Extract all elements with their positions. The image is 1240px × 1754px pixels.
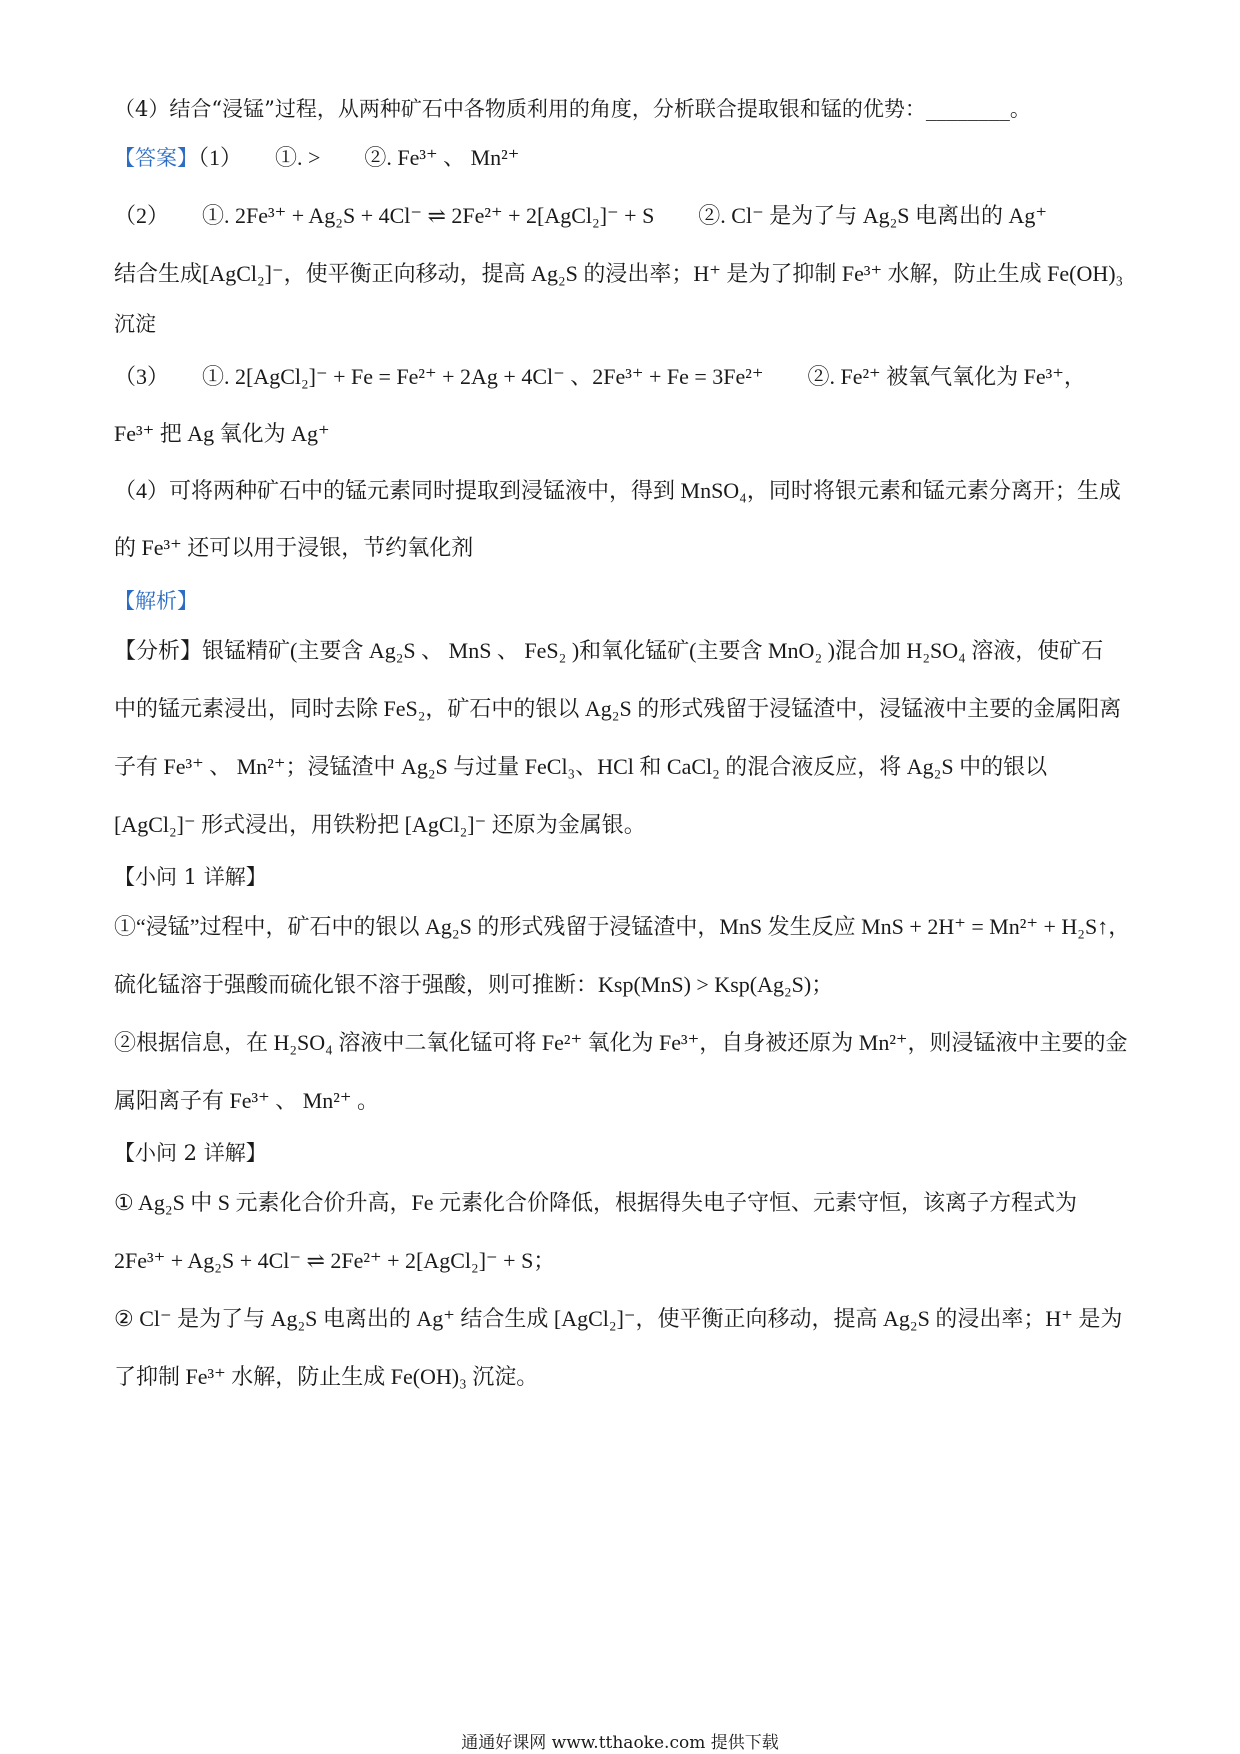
answer-2-line-2: 结合生成[AgCl₂]⁻，使平衡正向移动，提高 Ag₂S 的浸出率；H⁺ 是为了抑制 Fe³⁺ 水解，防止生成 Fe(OH)₃ bbox=[114, 261, 1124, 286]
fenxi-tag: 【分析】 bbox=[114, 638, 203, 663]
answer-1-row bbox=[114, 143, 1140, 173]
sub2-line-2: 2Fe³⁺ + Ag₂S + 4Cl⁻ ⇌ 2Fe²⁺ + 2[AgCl₂]⁻ + S； bbox=[114, 1248, 556, 1273]
analysis-tag: 【解析】 bbox=[114, 589, 198, 613]
sub-question-1-tag: 【小问 1 详解】 bbox=[114, 865, 267, 889]
answer-1: （1） ①. > ②. Fe³⁺ 、 Mn²⁺ bbox=[198, 145, 520, 170]
sub1-line-2: 硫化锰溶于强酸而硫化银不溶于强酸，则可推断：Ksp(MnS) > Ksp(Ag₂S)； bbox=[114, 972, 834, 997]
sub1-line-3: ②根据信息，在 H₂SO₄ 溶液中二氧化锰可将 Fe²⁺ 氧化为 Fe³⁺，自身被还原为 Mn²⁺，则浸锰液中主要的金 bbox=[114, 1030, 1128, 1055]
answer-tag: 【答案】 bbox=[114, 146, 198, 170]
footer-watermark: 通通好课网 www.tthaoke.com 提供下载 bbox=[461, 1733, 779, 1753]
answer-4-line-2: 的 Fe³⁺ 还可以用于浸银，节约氧化剂 bbox=[114, 535, 474, 560]
analysis-line-3: 子有 Fe³⁺ 、 Mn²⁺；浸锰渣中 Ag₂S 与过量 FeCl₃、HCl 和 CaCl₂ 的混合液反应，将 Ag₂S 中的银以 bbox=[114, 754, 1048, 779]
answer-3-line-1: （3） ①. 2[AgCl₂]⁻ + Fe = Fe²⁺ + 2Ag + 4Cl⁻ 、2Fe³⁺ + Fe = 3Fe²⁺ ②. Fe²⁺ 被氧气氧化为 Fe³⁺， bbox=[114, 364, 1086, 389]
sub2-line-4: 了抑制 Fe³⁺ 水解，防止生成 Fe(OH)₃ 沉淀。 bbox=[114, 1364, 539, 1389]
answer-2-line-3: 沉淀 bbox=[114, 312, 156, 336]
answer-4-line-1: （4）可将两种矿石中的锰元素同时提取到浸锰液中，得到 MnSO₄，同时将银元素和锰元素分离开；生成 bbox=[114, 478, 1121, 503]
sub1-line-4: 属阳离子有 Fe³⁺ 、 Mn²⁺ 。 bbox=[114, 1088, 379, 1113]
analysis-text-1: 银锰精矿(主要含 Ag₂S 、 MnS 、 FeS₂ )和氧化锰矿(主要含 MnO₂ )混合加 H₂SO₄ 溶液，使矿石 bbox=[202, 638, 1104, 663]
answer-3-line-2: Fe³⁺ 把 Ag 氧化为 Ag⁺ bbox=[114, 421, 330, 446]
question-4: （4）结合“浸锰”过程，从两种矿石中各物质利用的角度，分析联合提取银和锰的优势：________。 bbox=[114, 97, 1031, 121]
analysis-line-4: [AgCl₂]⁻ 形式浸出，用铁粉把 [AgCl₂]⁻ 还原为金属银。 bbox=[114, 812, 646, 837]
analysis-line-1 bbox=[114, 636, 1140, 666]
sub2-line-1: ① Ag₂S 中 S 元素化合价升高，Fe 元素化合价降低，根据得失电子守恒、元素守恒，该离子方程式为 bbox=[114, 1190, 1078, 1215]
answer-2-line-1: （2） ①. 2Fe³⁺ + Ag₂S + 4Cl⁻ ⇌ 2Fe²⁺ + 2[AgCl₂]⁻ + S ②. Cl⁻ 是为了与 Ag₂S 电离出的 Ag⁺ bbox=[114, 203, 1047, 228]
sub1-line-1: ①“浸锰”过程中，矿石中的银以 Ag₂S 的形式残留于浸锰渣中，MnS 发生反应 MnS + 2H⁺ = Mn²⁺ + H₂S↑， bbox=[114, 914, 1131, 939]
sub-question-2-tag: 【小问 2 详解】 bbox=[114, 1141, 267, 1165]
analysis-line-2: 中的锰元素浸出，同时去除 FeS₂，矿石中的银以 Ag₂S 的形式残留于浸锰渣中，浸锰液中主要的金属阳离 bbox=[114, 696, 1122, 721]
sub2-line-3: ② Cl⁻ 是为了与 Ag₂S 电离出的 Ag⁺ 结合生成 [AgCl₂]⁻，使平衡正向移动，提高 Ag₂S 的浸出率；H⁺ 是为 bbox=[114, 1306, 1123, 1331]
